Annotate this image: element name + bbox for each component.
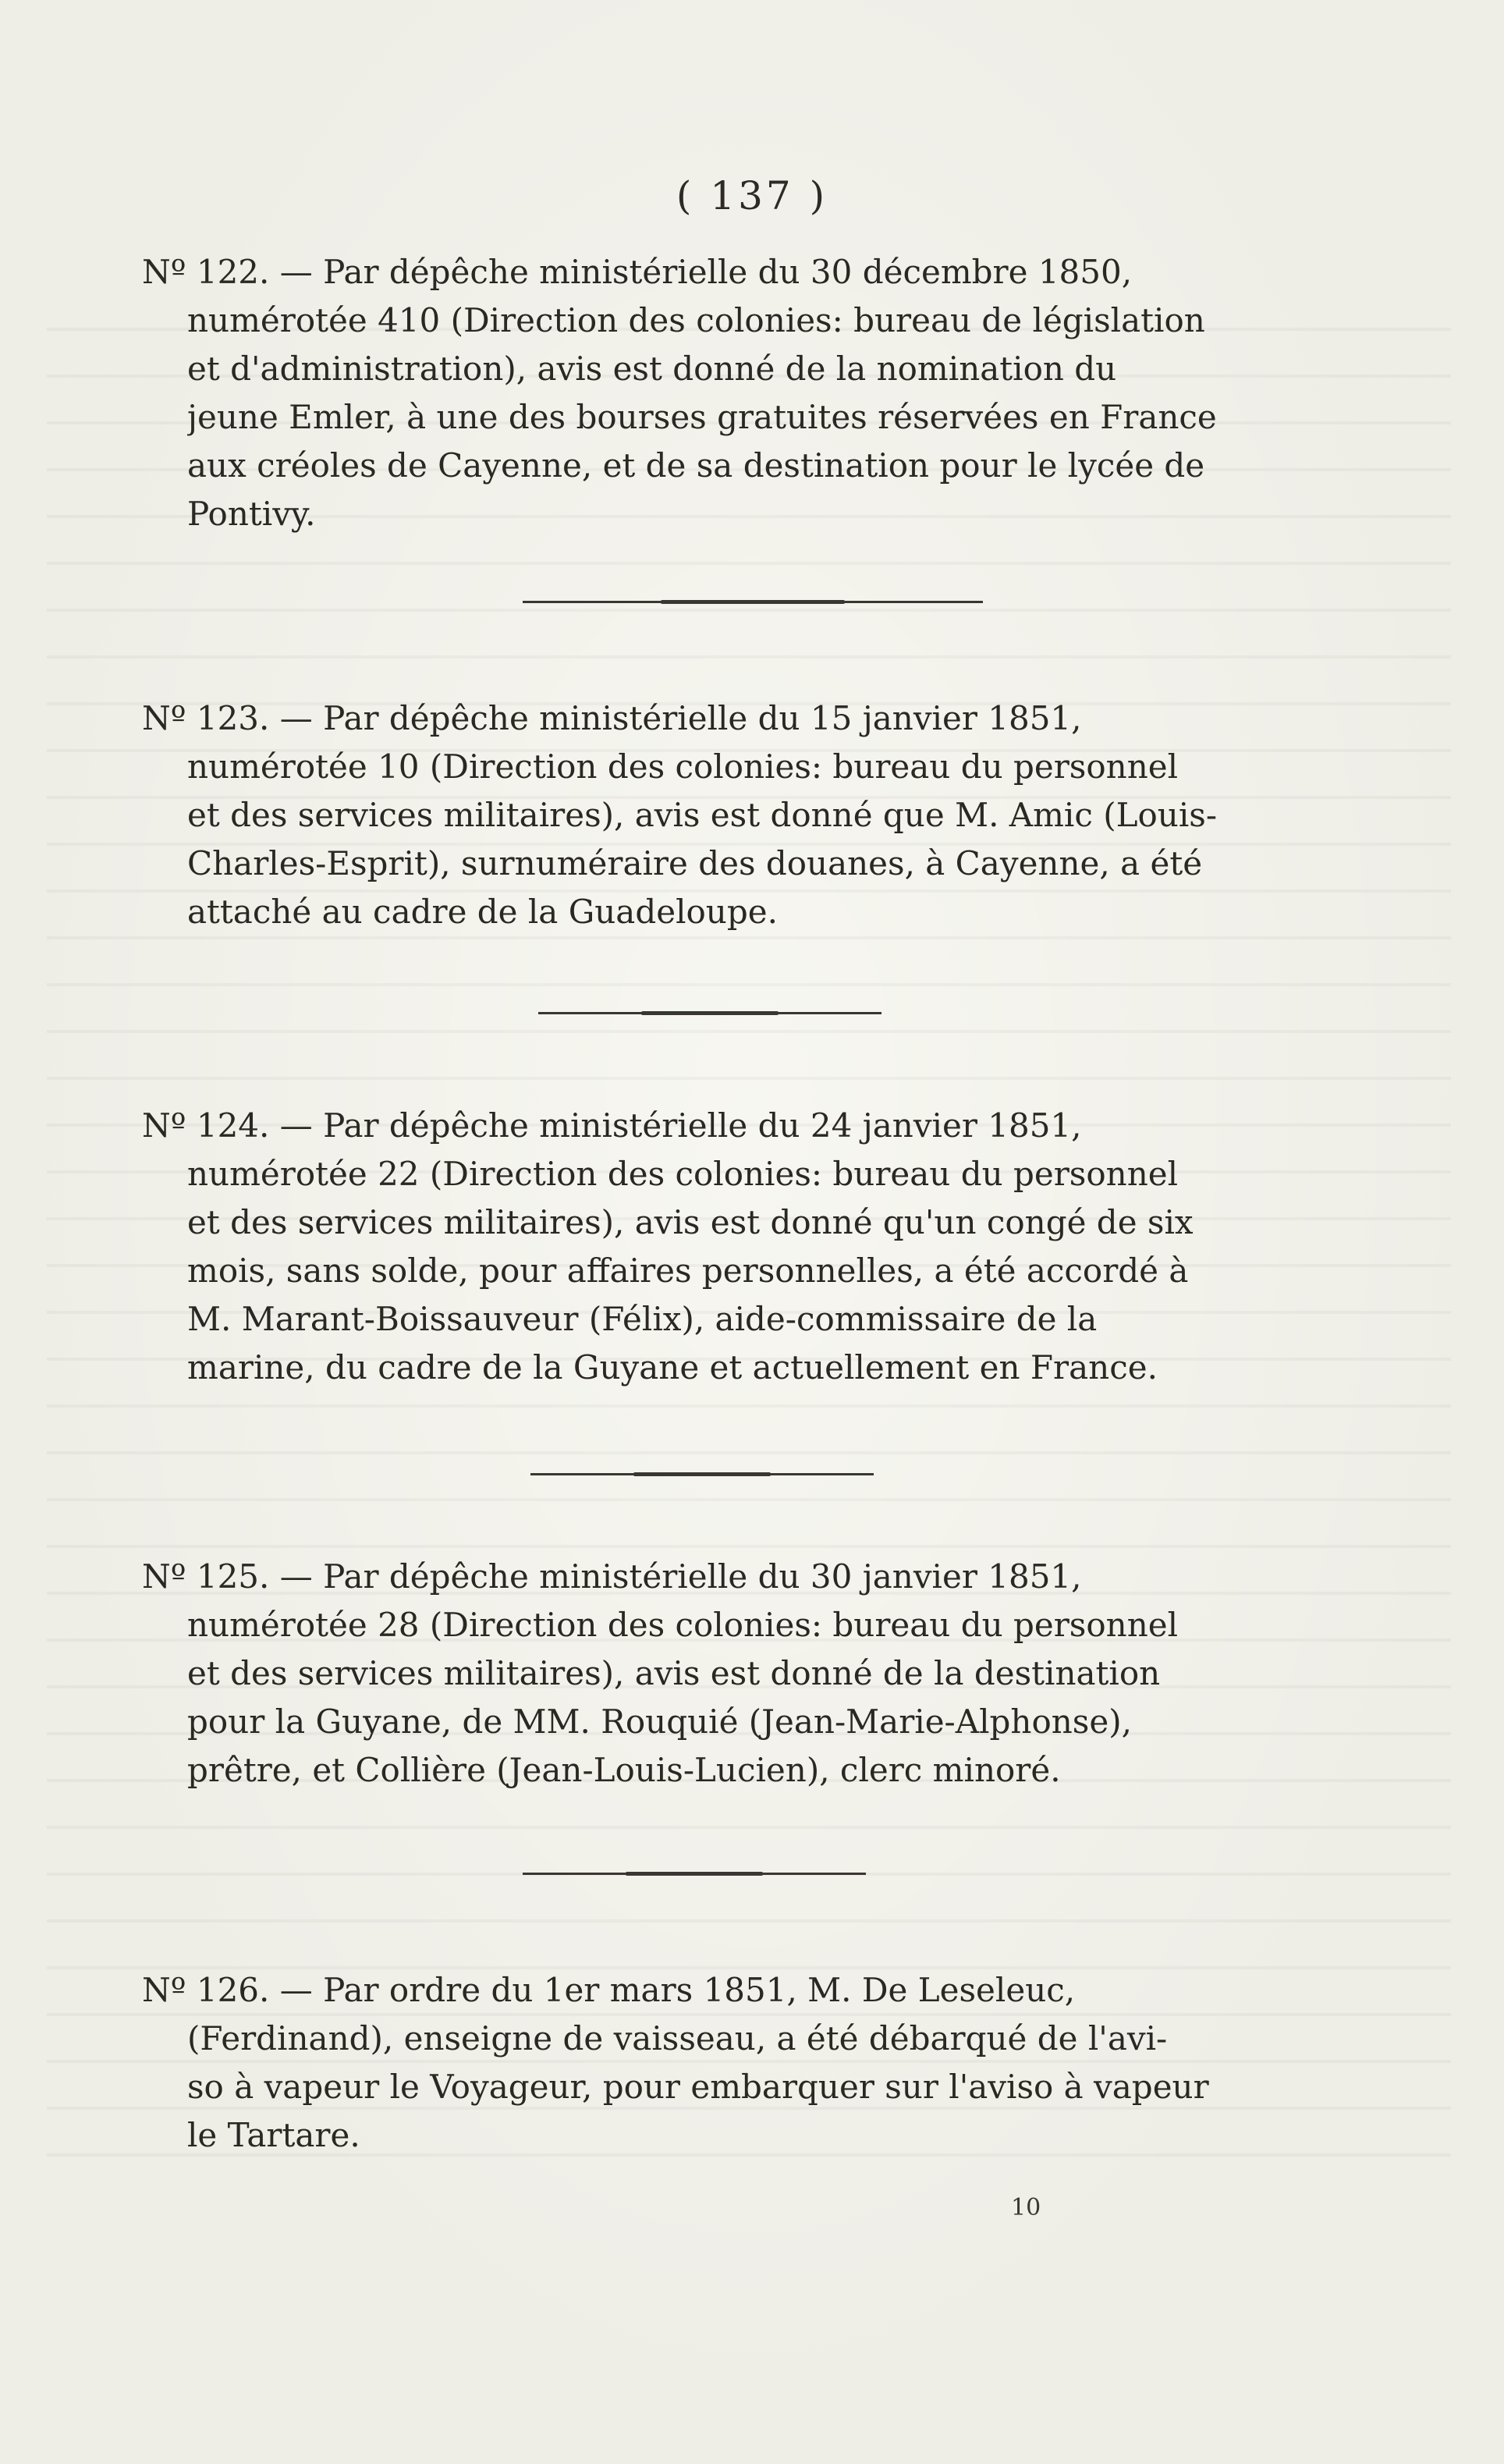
section-divider [523,601,983,603]
entry-123 [142,694,1286,936]
entry-line: et des services militaires), avis est donné que M. Amic (Louis- [187,796,1218,834]
section-divider [523,1873,866,1875]
entry-line: attaché au cadre de la Guadeloupe. [187,893,778,931]
entry-line: prêtre, et Collière (Jean-Louis-Lucien), clerc minoré. [187,1751,1061,1789]
entry-line: Nº 122. — Par dépêche ministérielle du 30 décembre 1850, [142,253,1133,291]
signature-mark: 10 [1011,2194,1041,2221]
entry-line: so à vapeur le Voyageur, pour embarquer sur l'aviso à vapeur [187,2068,1209,2106]
entry-line: (Ferdinand), enseigne de vaisseau, a été débarqué de l'avi- [187,2019,1168,2057]
entry-line: Pontivy. [187,495,316,533]
entry-line: numérotée 28 (Direction des colonies: bureau du personnel [187,1606,1179,1644]
entry-line: Nº 123. — Par dépêche ministérielle du 15 janvier 1851, [142,699,1082,737]
entry-line: le Tartare. [187,2116,360,2154]
entry-126 [142,1966,1286,2160]
entry-122 [142,248,1286,538]
entry-line: et des services militaires), avis est donné de la destination [187,1654,1161,1692]
entry-125 [142,1553,1286,1795]
section-divider [538,1012,881,1014]
entry-line: numérotée 22 (Direction des colonies: bureau du personnel [187,1155,1179,1193]
entry-line: aux créoles de Cayenne, et de sa destination pour le lycée de [187,446,1205,485]
section-divider [530,1473,874,1475]
entry-line: et d'administration), avis est donné de la nomination du [187,350,1117,388]
entry-line: marine, du cadre de la Guyane et actuellement en France. [187,1348,1158,1386]
page-number-header: ( 137 ) [676,173,828,218]
entry-line: numérotée 10 (Direction des colonies: bureau du personnel [187,747,1179,786]
entry-line: Nº 125. — Par dépêche ministérielle du 30 janvier 1851, [142,1557,1082,1596]
entry-line: pour la Guyane, de MM. Rouquié (Jean-Marie-Alphonse), [187,1702,1132,1741]
entry-line: mois, sans solde, pour affaires personnelles, a été accordé à [187,1252,1189,1290]
entry-line: Nº 126. — Par ordre du 1er mars 1851, M. De Leseleuc, [142,1971,1076,2009]
entry-line: et des services militaires), avis est donné qu'un congé de six [187,1203,1194,1241]
entry-line: numérotée 410 (Direction des colonies: bureau de législation [187,301,1205,339]
entry-line: M. Marant-Boissauveur (Félix), aide-commissaire de la [187,1300,1098,1338]
entry-line: Nº 124. — Par dépêche ministérielle du 24 janvier 1851, [142,1106,1082,1145]
entry-line: jeune Emler, à une des bourses gratuites réservées en France [187,398,1217,436]
entry-line: Charles-Esprit), surnuméraire des douanes, à Cayenne, a été [187,844,1203,882]
entry-124 [142,1102,1286,1392]
